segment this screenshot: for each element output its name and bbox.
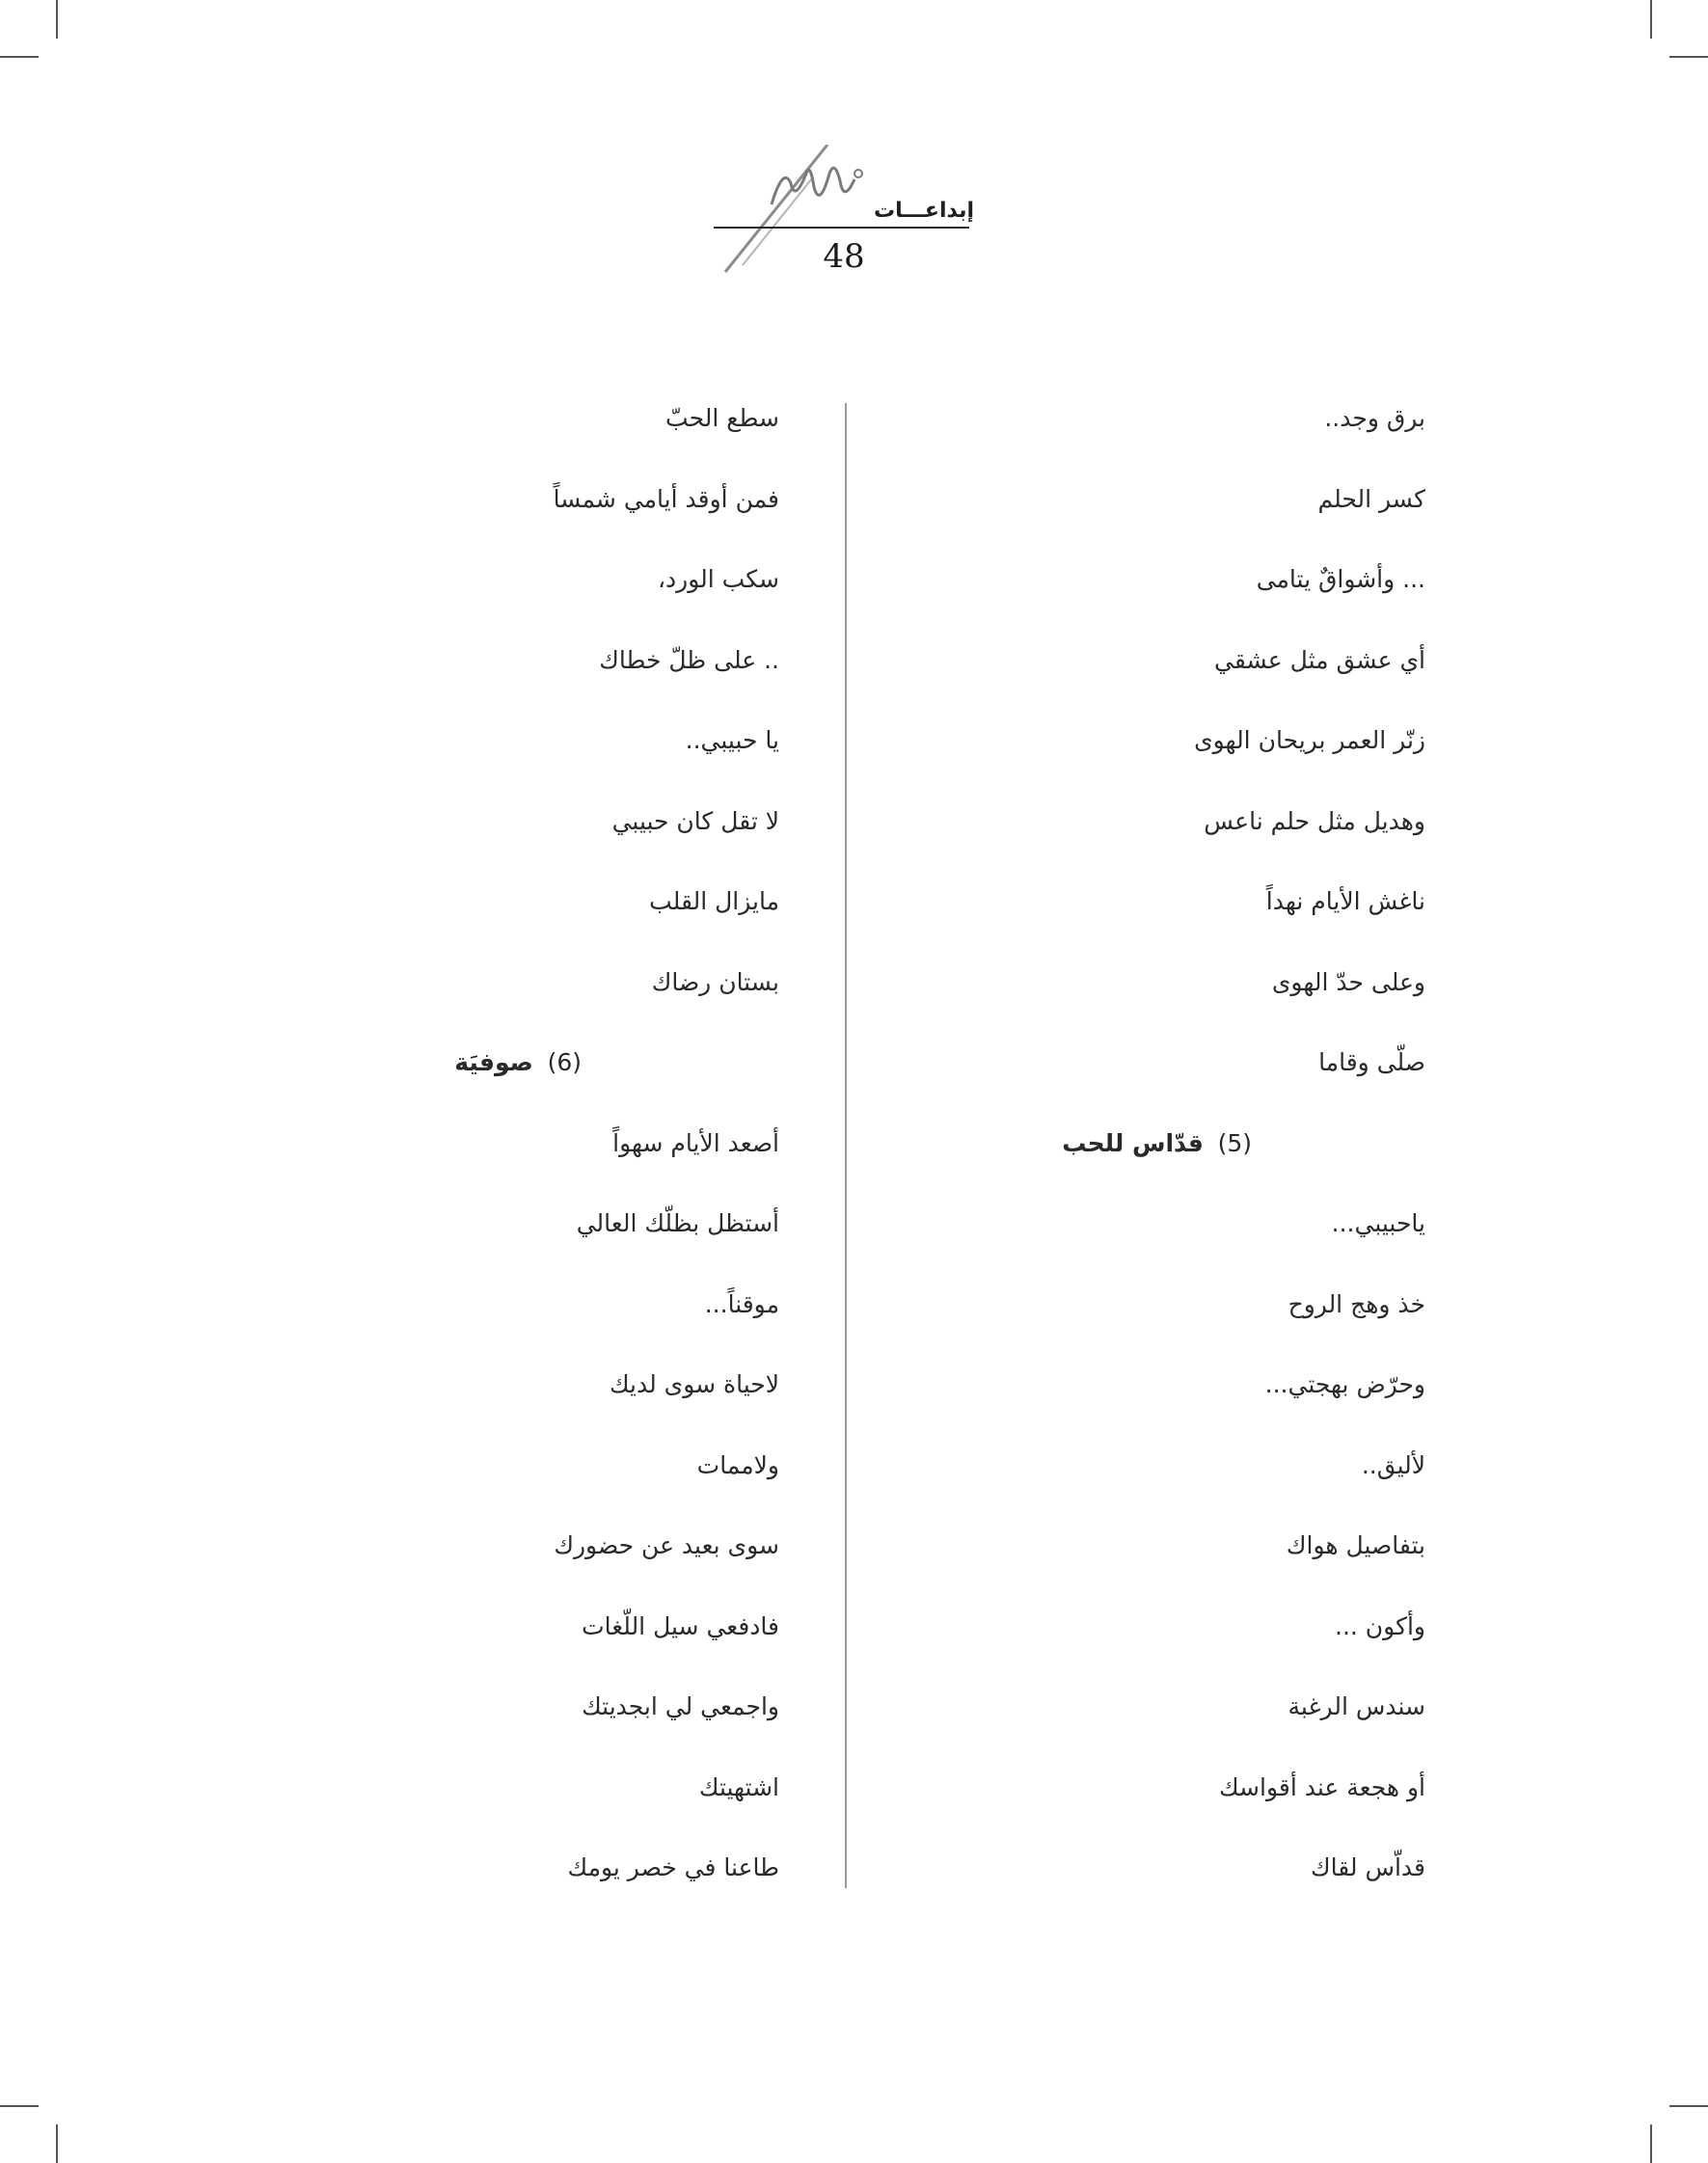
crop-mark-bottom-right-v <box>1650 2124 1652 2163</box>
poem-line: بستان رضاك <box>651 967 779 996</box>
poem-title: صوفيَة <box>454 1048 533 1076</box>
poem-line: مايزال القلب <box>649 887 779 915</box>
poem-line: سندس الرغبة <box>1288 1692 1425 1720</box>
poem-heading <box>239 1040 779 1121</box>
crop-mark-top-right-h <box>1669 56 1708 58</box>
poem-line: كسر الحلم <box>1317 484 1425 513</box>
poem-line: سطع الحبّ <box>665 404 779 432</box>
poem-line: خذ وهج الروح <box>1288 1289 1425 1318</box>
column-divider <box>845 403 847 1888</box>
poem-heading <box>885 1121 1425 1202</box>
poem-line: ياحبيبي... <box>1331 1209 1425 1237</box>
poem-line: .. على ظلّ خطاك <box>599 645 779 674</box>
poem-line: فادفعي سيل اللّغات <box>582 1611 779 1640</box>
poem-line: بتفاصيل هواك <box>1286 1531 1425 1559</box>
crop-mark-top-left-v <box>56 0 58 39</box>
poem-line: أي عشق مثل عشقي <box>1214 645 1425 674</box>
poem-line: لا تقل كان حبيبي <box>611 806 779 835</box>
poem-line: وأكون ... <box>1335 1611 1425 1640</box>
poem-line: لاحياة سوى لديك <box>609 1370 779 1398</box>
crop-mark-top-right-v <box>1650 0 1652 39</box>
poem-line: لأليق.. <box>1361 1450 1425 1479</box>
poem-line: فمن أوقد أيامي شمساً <box>553 484 779 513</box>
poem-line: صلّى وقاما <box>1318 1048 1425 1076</box>
poem-column-left <box>239 395 779 1926</box>
poem-line: برق وجد.. <box>1324 404 1425 432</box>
poem-title: قدّاس للحب <box>1062 1128 1204 1157</box>
poem-line: واجمعي لي ابجديتك <box>582 1692 779 1720</box>
crop-mark-bottom-right-h <box>1669 2105 1708 2107</box>
poem-line: ... وأشواقٌ يتامى <box>1256 565 1425 593</box>
crop-mark-top-left-h <box>0 56 39 58</box>
poem-line: يا حبيبي.. <box>685 726 779 754</box>
poem-line: وحرّض بهجتي... <box>1264 1370 1425 1398</box>
poem-column-right <box>885 395 1425 1926</box>
crop-mark-bottom-left-v <box>56 2124 58 2163</box>
poem-line: سوى بعيد عن حضورك <box>554 1531 779 1559</box>
poem-line: موقناً... <box>704 1289 779 1318</box>
poem-line: ناغش الأيام نهداً <box>1265 887 1425 915</box>
poem-line: سكب الورد، <box>657 565 779 593</box>
poem-line: طاعنا في خصر يومك <box>567 1853 779 1881</box>
poem-line: أستظل بظلّك العالي <box>576 1209 779 1237</box>
poem-number: (6) <box>547 1048 582 1076</box>
poem-line: ولاممات <box>696 1450 779 1479</box>
running-header <box>714 145 974 280</box>
poem-line: زنّر العمر بريحان الهوى <box>1194 726 1425 754</box>
poem-line: أصعد الأيام سهواً <box>612 1128 779 1157</box>
page-number: 48 <box>823 237 865 276</box>
poem-line: قداّس لقاك <box>1311 1853 1425 1881</box>
section-name: إبداعـــات <box>873 199 974 223</box>
crop-mark-bottom-left-h <box>0 2105 39 2107</box>
poem-number: (5) <box>1217 1128 1252 1157</box>
poem-line: اشتهيتك <box>698 1772 779 1801</box>
poem-line: وعلى حدّ الهوى <box>1271 967 1425 996</box>
poem-line: وهديل مثل حلم ناعس <box>1204 806 1425 835</box>
poem-line: أو هجعة عند أقواسك <box>1218 1772 1425 1801</box>
